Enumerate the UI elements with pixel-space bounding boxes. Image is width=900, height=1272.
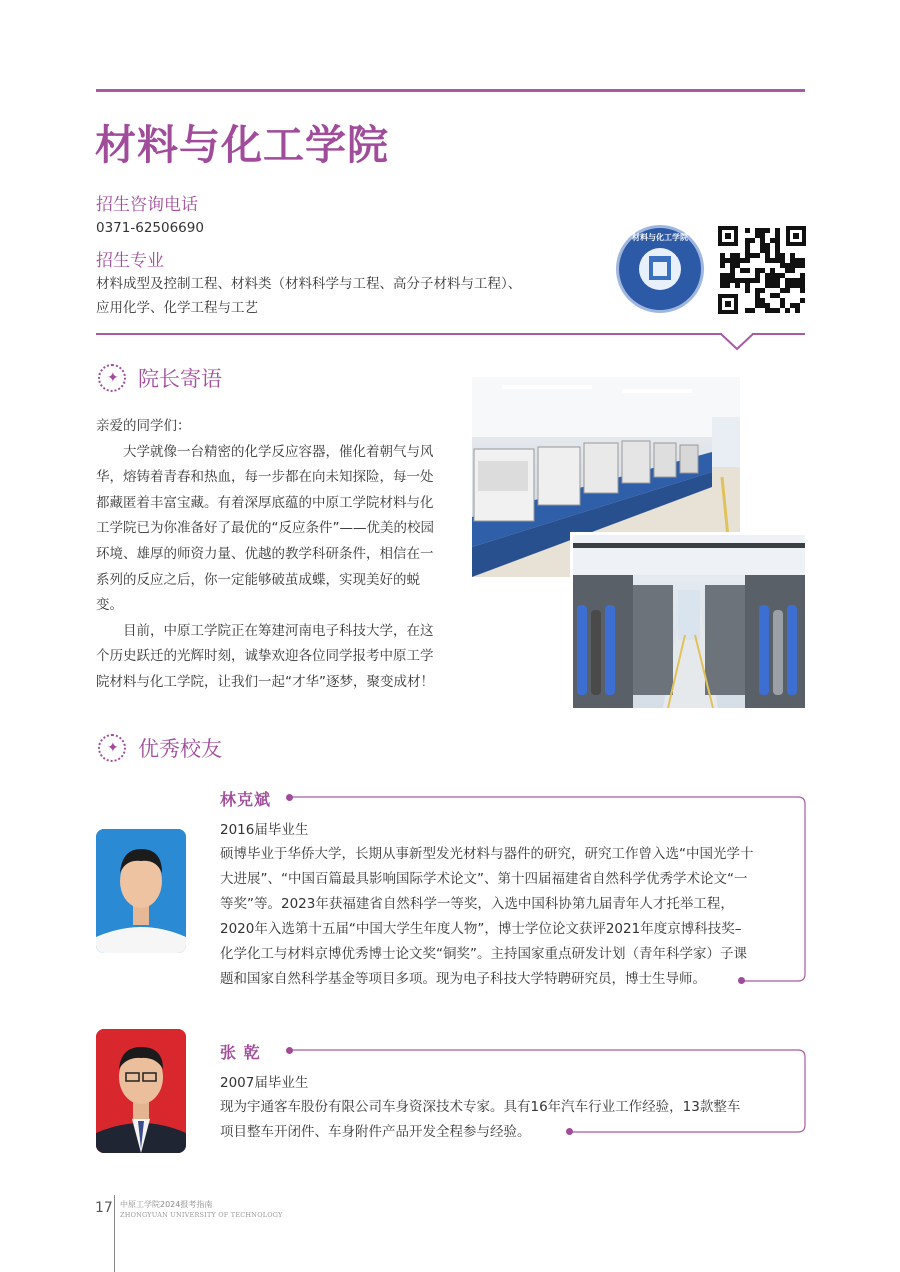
- frame-dot: [738, 977, 745, 984]
- dean-letter: [96, 414, 436, 696]
- majors-list: [96, 272, 576, 320]
- frame-dot: [286, 794, 293, 801]
- qr-module: [725, 283, 730, 288]
- description-line: 化学化工与材料京博优秀博士论文奖“铜奖”。主持国家重点研发计划（青年科学家）子课: [220, 946, 747, 962]
- qr-module: [800, 263, 805, 268]
- dean-message-heading: [96, 362, 222, 394]
- majors-line: 应用化学、化学工程与工艺: [96, 300, 258, 316]
- alumnus-description: [220, 1095, 740, 1145]
- qr-module: [785, 288, 790, 293]
- frame-dot: [566, 1128, 573, 1135]
- section-divider: [752, 333, 805, 335]
- letter-greeting: 亲爱的同学们：: [96, 418, 191, 434]
- letter-paragraph: 目前，中原工学院正在筹建河南电子科技大学，在这个历史跃迁的光辉时刻，诚挚欢迎各位同学报考中原工学院材料与化工学院，让我们一起“才华”逐梦，聚变成材！: [96, 622, 434, 690]
- description-line: 硕博毕业于华侨大学，长期从事新型发光材料与器件的研究，研究工作曾入选“中国光学十: [220, 846, 754, 862]
- qr-finder: [786, 226, 806, 246]
- college-seal-icon: [616, 225, 704, 313]
- qr-module: [795, 308, 800, 313]
- qr-module: [760, 288, 765, 293]
- description-line: 2020年入选第十五届“中国大学生年度人物”，博士学位论文获评2021年度京博科技奖–: [220, 921, 742, 937]
- top-divider: [96, 89, 805, 92]
- qr-module: [720, 263, 725, 268]
- qr-module: [750, 238, 755, 243]
- qr-module: [800, 288, 805, 293]
- qr-module: [750, 308, 755, 313]
- footer-divider: [114, 1195, 115, 1272]
- alumnus-name: 林克斌: [220, 790, 272, 809]
- divider-notch-icon: [721, 333, 753, 351]
- letter-paragraph: 大学就像一台精密的化学反应容器，催化着朝气与风华，熔铸着青春和热血，每一步都在向未知探险，每一处都藏匿着丰富宝藏。有着深厚底蕴的中原工学院材料与化工学院已为你准备好了最优的“反应条件”——优美的校园环境、雄厚的师资力量、优越的教学科研条件，相信在一系列的反应之后，你一定能够破茧成蝶，实现美好的蜕变。: [96, 443, 434, 614]
- majors-label: 招生专业: [96, 251, 164, 271]
- phone-number: 0371-62506690: [96, 220, 204, 236]
- guide-title: 中原工学院2024报考指南: [120, 1200, 213, 1209]
- page-number: 17: [95, 1200, 113, 1216]
- qr-module: [745, 228, 750, 233]
- lab-photo: [570, 532, 805, 708]
- description-line: 题和国家自然科学基金等项目多项。现为电子科技大学特聘研究员，博士生导师。: [220, 971, 706, 987]
- majors-line: 材料成型及控制工程、材料类（材料科学与工程、高分子材料与工程）、: [96, 276, 522, 292]
- qr-finder: [718, 226, 738, 246]
- seal-cube-mark: [649, 256, 671, 280]
- description-line: 等奖”等。2023年获福建省自然科学一等奖，入选中国科协第九届青年人才托举工程，: [220, 896, 734, 912]
- sparkle-icon: ✦: [96, 362, 128, 394]
- description-line: 项目整车开闭件、车身附件产品开发全程参与经验。: [220, 1124, 531, 1140]
- frame-dot: [286, 1047, 293, 1054]
- alumnus-year: 2007届毕业生: [220, 1075, 309, 1091]
- avatar: [96, 1029, 186, 1153]
- seal-text: 材料与化工学院: [632, 233, 688, 242]
- sparkle-icon: ✦: [96, 732, 128, 764]
- page-title: 材料与化工学院: [95, 121, 389, 169]
- qr-module: [735, 283, 740, 288]
- alumnus-year: 2016届毕业生: [220, 822, 309, 838]
- qr-module: [790, 268, 795, 273]
- heading-text: 优秀校友: [138, 737, 222, 761]
- alumnus-name: 张 乾: [220, 1043, 261, 1062]
- section-divider: [96, 333, 722, 335]
- phone-label: 招生咨询电话: [96, 195, 198, 215]
- qr-module: [755, 278, 760, 283]
- qr-module: [745, 258, 750, 263]
- qr-code-icon[interactable]: [718, 226, 806, 314]
- avatar: [96, 829, 186, 953]
- qr-finder: [718, 294, 738, 314]
- qr-module: [775, 308, 780, 313]
- description-line: 大进展”、“中国百篇最具影响国际学术论文”、第十四届福建省自然科学优秀学术论文“一: [220, 871, 748, 887]
- alumnus-description: [220, 842, 754, 992]
- description-line: 现为宇通客车股份有限公司车身资深技术专家。具有16年汽车行业工作经验，13款整车: [220, 1099, 741, 1115]
- heading-text: 院长寄语: [138, 367, 222, 391]
- qr-module: [785, 308, 790, 313]
- alumni-heading: [96, 732, 222, 764]
- university-name: ZHONGYUAN UNIVERSITY OF TECHNOLOGY: [120, 1211, 283, 1219]
- qr-module: [745, 268, 750, 273]
- qr-module: [755, 253, 760, 258]
- qr-module: [765, 228, 770, 233]
- qr-module: [800, 298, 805, 303]
- qr-module: [745, 288, 750, 293]
